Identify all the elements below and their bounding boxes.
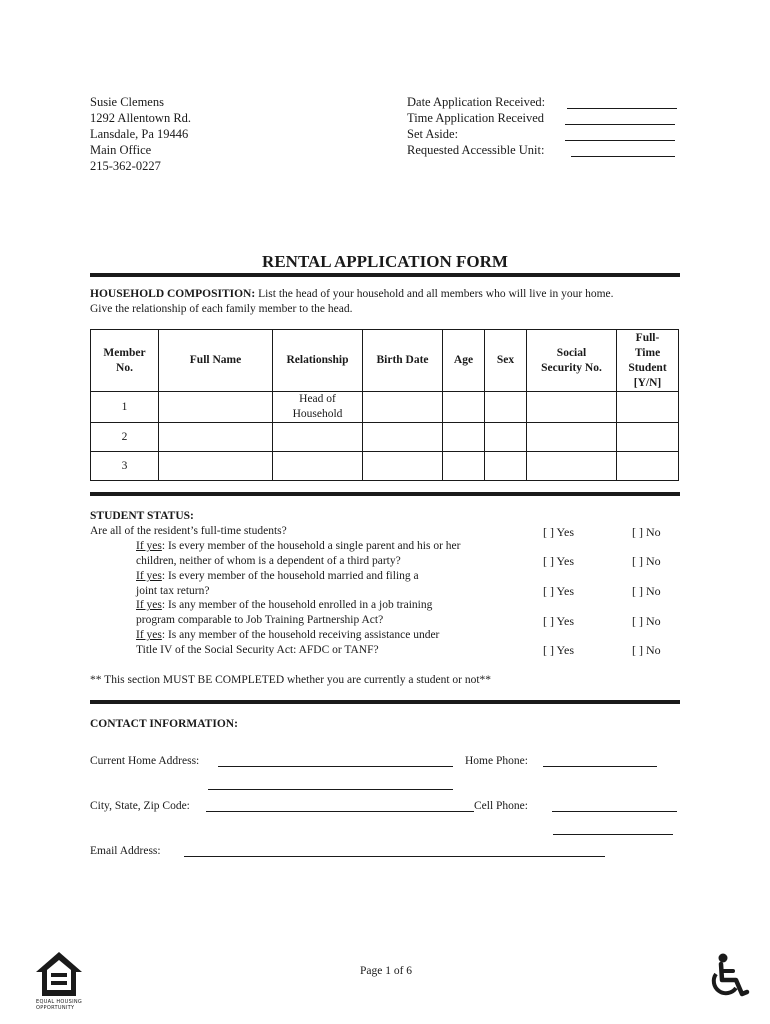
sender-name: Susie Clemens xyxy=(90,95,164,109)
email-label: Email Address: xyxy=(90,845,161,857)
student-q3-line1: If yes: Is every member of the household married and filing a xyxy=(136,570,419,582)
relationship-cell[interactable]: Head of Household xyxy=(273,392,363,423)
col-ssn: Social Security No. xyxy=(527,330,617,392)
student-q2-line1: If yes: Is every member of the household a single parent and his or her xyxy=(136,540,461,552)
relationship-cell[interactable] xyxy=(273,452,363,481)
no-checkbox[interactable]: [ ] No xyxy=(632,584,661,598)
set-aside-label: Set Aside: xyxy=(407,127,459,141)
if-yes-label: If yes xyxy=(136,540,162,552)
row-member-no: 1 xyxy=(91,392,159,423)
city-state-zip-field[interactable] xyxy=(206,799,474,812)
time-received-field[interactable] xyxy=(565,112,675,125)
birth-date-cell[interactable] xyxy=(363,392,443,423)
sex-cell[interactable] xyxy=(485,392,527,423)
row-member-no: 2 xyxy=(91,423,159,452)
sender-phone: 215-362-0227 xyxy=(90,159,161,173)
household-heading: HOUSEHOLD COMPOSITION: xyxy=(90,288,256,300)
no-checkbox[interactable]: [ ] No xyxy=(632,554,661,568)
col-member-no: Member No. xyxy=(91,330,159,392)
student-status-heading: STUDENT STATUS: xyxy=(90,510,194,522)
yes-checkbox[interactable]: [ ] Yes xyxy=(543,584,575,598)
form-title: RENTAL APPLICATION FORM xyxy=(262,252,508,271)
no-checkbox[interactable]: [ ] No xyxy=(632,643,661,657)
birth-date-cell[interactable] xyxy=(363,452,443,481)
home-address-line2-field[interactable] xyxy=(208,777,453,790)
col-sex: Sex xyxy=(485,330,527,392)
full-name-cell[interactable] xyxy=(159,423,273,452)
yes-checkbox[interactable]: [ ] Yes xyxy=(543,554,575,568)
ssn-cell[interactable] xyxy=(527,423,617,452)
ssn-cell[interactable] xyxy=(527,392,617,423)
student-status-note: ** This section MUST BE COMPLETED whether you are currently a student or not** xyxy=(90,674,492,686)
household-instruction xyxy=(90,287,614,302)
time-received-label: Time Application Received xyxy=(407,111,545,125)
accessible-unit-label: Requested Accessible Unit: xyxy=(407,143,545,157)
cell-phone-label: Cell Phone: xyxy=(474,800,528,812)
home-address-label: Current Home Address: xyxy=(90,755,200,767)
student-q4-line1: If yes: Is any member of the household enrolled in a job training xyxy=(136,599,433,611)
cell-phone-line2-field[interactable] xyxy=(553,822,673,835)
full-name-cell[interactable] xyxy=(159,392,273,423)
contact-heading: CONTACT INFORMATION: xyxy=(90,718,238,730)
if-yes-label: If yes xyxy=(136,599,162,611)
col-age: Age xyxy=(443,330,485,392)
if-yes-label: If yes xyxy=(136,570,162,582)
title-rule xyxy=(90,273,680,277)
col-student: Full- Time Student [Y/N] xyxy=(617,330,679,392)
sex-cell[interactable] xyxy=(485,423,527,452)
household-table xyxy=(90,329,679,481)
yes-checkbox[interactable]: [ ] Yes xyxy=(543,614,575,628)
section-rule xyxy=(90,700,680,704)
city-state-zip-label: City, State, Zip Code: xyxy=(90,800,190,812)
student-cell[interactable] xyxy=(617,423,679,452)
home-phone-label: Home Phone: xyxy=(465,755,528,767)
table-row xyxy=(91,392,679,423)
date-received-label: Date Application Received: xyxy=(407,95,546,109)
page-number: Page 1 of 6 xyxy=(360,965,413,977)
no-checkbox[interactable]: [ ] No xyxy=(632,525,661,539)
email-field[interactable] xyxy=(184,844,605,857)
table-row xyxy=(91,452,679,481)
col-relationship: Relationship xyxy=(273,330,363,392)
cell-phone-field[interactable] xyxy=(552,799,677,812)
relationship-cell[interactable] xyxy=(273,423,363,452)
yes-checkbox[interactable]: [ ] Yes xyxy=(543,643,575,657)
household-instruction-line2: Give the relationship of each family member to the head. xyxy=(90,303,353,315)
age-cell[interactable] xyxy=(443,392,485,423)
table-header-row xyxy=(91,330,679,392)
equal-housing-logo xyxy=(34,950,84,998)
row-member-no: 3 xyxy=(91,452,159,481)
section-rule xyxy=(90,492,680,496)
age-cell[interactable] xyxy=(443,423,485,452)
table-row xyxy=(91,423,679,452)
full-name-cell[interactable] xyxy=(159,452,273,481)
home-phone-field[interactable] xyxy=(543,754,657,767)
wheelchair-icon xyxy=(706,952,752,1002)
accessible-unit-field[interactable] xyxy=(571,144,675,157)
sex-cell[interactable] xyxy=(485,452,527,481)
col-full-name: Full Name xyxy=(159,330,273,392)
if-yes-label: If yes xyxy=(136,629,162,641)
sender-block xyxy=(90,94,191,174)
yes-checkbox[interactable]: [ ] Yes xyxy=(543,525,575,539)
sender-street: 1292 Allentown Rd. xyxy=(90,111,192,125)
student-q5-line2: Title IV of the Social Security Act: AFDC or TANF? xyxy=(136,644,379,656)
student-q4-line2: program comparable to Job Training Partnership Act? xyxy=(136,614,384,626)
equal-housing-text: EQUAL HOUSING OPPORTUNITY xyxy=(36,999,83,1011)
no-checkbox[interactable]: [ ] No xyxy=(632,614,661,628)
office-use-block xyxy=(407,94,677,158)
ssn-cell[interactable] xyxy=(527,452,617,481)
home-address-field[interactable] xyxy=(218,754,453,767)
set-aside-field[interactable] xyxy=(565,128,675,141)
age-cell[interactable] xyxy=(443,452,485,481)
date-received-field[interactable] xyxy=(567,96,677,109)
student-q5-line1: If yes: Is any member of the household receiving assistance under xyxy=(136,629,440,641)
col-birth-date: Birth Date xyxy=(363,330,443,392)
student-q3-line2: joint tax return? xyxy=(136,585,210,597)
birth-date-cell[interactable] xyxy=(363,423,443,452)
student-cell[interactable] xyxy=(617,392,679,423)
student-q2-line2: children, neither of whom is a dependent of a third party? xyxy=(136,555,401,567)
household-instruction-text: List the head of your household and all members who will live in your home. xyxy=(255,288,614,300)
sender-city: Lansdale, Pa 19446 xyxy=(90,127,189,141)
student-cell[interactable] xyxy=(617,452,679,481)
student-q1: Are all of the resident’s full-time students? xyxy=(90,525,287,537)
sender-office: Main Office xyxy=(90,143,152,157)
